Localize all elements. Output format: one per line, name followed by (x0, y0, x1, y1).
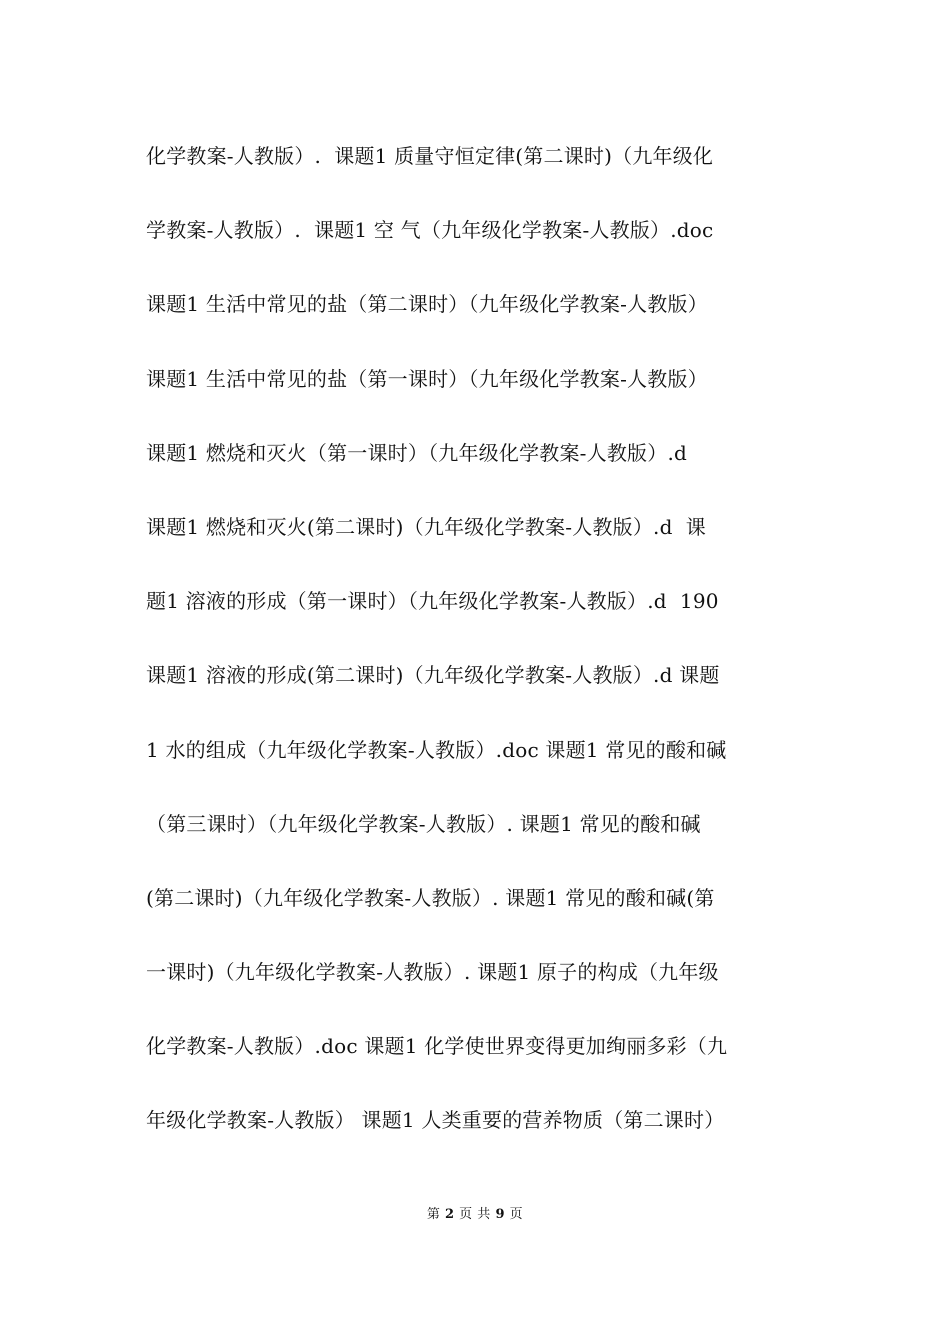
text-line: 题1 溶液的形成（第一课时）（九年级化学教案-人教版）.d 190 (146, 589, 719, 614)
text-line: 课题1 溶液的形成(第二课时)（九年级化学教案-人教版）.d 课题 (146, 663, 720, 688)
text-line: 课题1 生活中常见的盐（第一课时）（九年级化学教案-人教版） (146, 366, 708, 391)
text-line: 课题1 燃烧和灭火(第二课时)（九年级化学教案-人教版）.d 课 (146, 514, 706, 539)
text-line: (第二课时)（九年级化学教案-人教版）. 课题1 常见的酸和碱(第 (146, 885, 715, 910)
current-page-number: 2 (444, 1207, 455, 1222)
footer-middle: 页 共 (459, 1207, 491, 1222)
text-line: 一课时)（九年级化学教案-人教版）. 课题1 原子的构成（九年级 (146, 960, 719, 985)
footer-prefix: 第 (426, 1207, 441, 1222)
total-pages-number: 9 (495, 1207, 505, 1222)
text-line: 化学教案-人教版）.doc 课题1 化学使世界变得更加绚丽多彩（九 (146, 1034, 728, 1059)
text-line: 课题1 生活中常见的盐（第二课时）（九年级化学教案-人教版） (146, 292, 708, 317)
page-footer (0, 1205, 950, 1225)
text-line: 1 水的组成（九年级化学教案-人教版）.doc 课题1 常见的酸和碱 (146, 737, 727, 762)
text-line: 年级化学教案-人教版） 课题1 人类重要的营养物质（第二课时） (146, 1108, 725, 1133)
body-text (146, 134, 811, 1173)
text-line: 学教案-人教版）. 课题1 空 气（九年级化学教案-人教版）.doc (146, 218, 714, 243)
text-line: （第三课时）（九年级化学教案-人教版）. 课题1 常见的酸和碱 (146, 811, 701, 836)
text-line: 化学教案-人教版）. 课题1 质量守恒定律(第二课时)（九年级化 (146, 144, 714, 168)
text-line: 课题1 燃烧和灭火（第一课时）（九年级化学教案-人教版）.d (146, 440, 687, 465)
footer-suffix: 页 (509, 1207, 524, 1222)
